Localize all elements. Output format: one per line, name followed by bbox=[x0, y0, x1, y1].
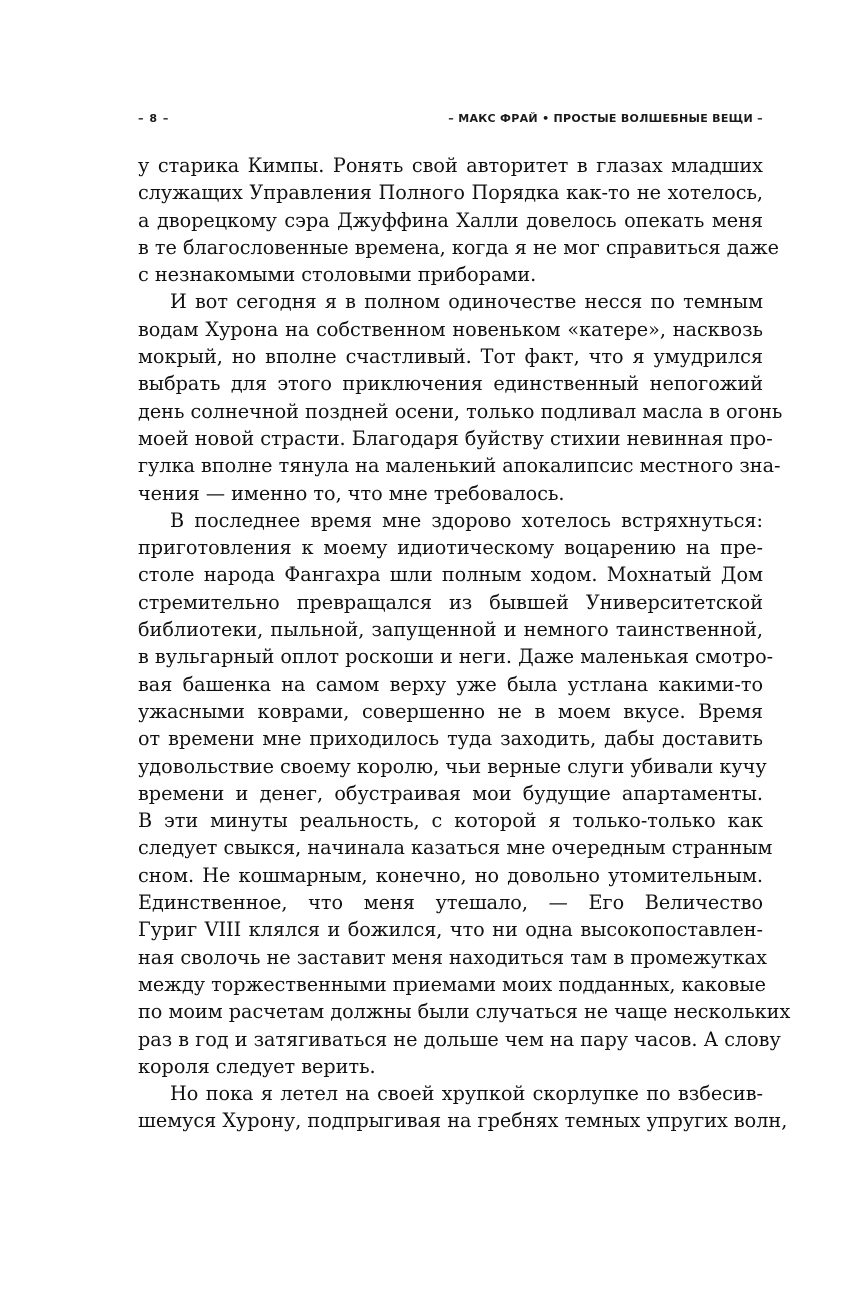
text-line: раз в год и затягиваться не дольше чем на пару часов. А слову bbox=[138, 1027, 781, 1051]
text-line: гулка вполне тянула на маленький апокалипсис местного зна- bbox=[138, 454, 781, 478]
text-line: следует свыкся, начинала казаться мне очередным странным bbox=[138, 836, 773, 860]
text-line: ная сволочь не заставит меня находиться там в промежутках bbox=[138, 945, 767, 969]
text-line: день солнечной поздней осени, только подливал масла в огонь bbox=[138, 399, 783, 423]
text-line: сном. Не кошмарным, конечно, но довольно утомительным. bbox=[138, 863, 763, 887]
text-line: стремительно превращался из бывшей Университетской bbox=[138, 590, 763, 614]
text-line: между торжественными приемами моих подданных, каковые bbox=[138, 972, 767, 996]
text-line: чения — именно то, что мне требовалось. bbox=[138, 481, 565, 505]
text-line: короля следует верить. bbox=[138, 1054, 376, 1078]
text-line: времени и денег, обустраивая мои будущие апартаменты. bbox=[138, 781, 763, 805]
text-line: И вот сегодня я в полном одиночестве несся по темным bbox=[170, 290, 763, 314]
text-line: Единственное, что меня утешало, — Его Величество bbox=[138, 891, 763, 915]
paragraph bbox=[138, 152, 779, 288]
text-line: столе народа Фангахра шли полным ходом. Мохнатый Дом bbox=[138, 563, 763, 587]
text-line: В эти минуты реальность, с которой я только-только как bbox=[138, 809, 763, 833]
paragraph bbox=[138, 288, 783, 506]
body-text bbox=[138, 152, 791, 1135]
text-line: у старика Кимпы. Ронять свой авторитет в глазах младших bbox=[138, 154, 763, 177]
text-line: В последнее время мне здорово хотелось встряхнуться: bbox=[170, 508, 763, 532]
text-line: с незнакомыми столовыми приборами. bbox=[138, 263, 537, 287]
text-line: моей новой страсти. Благодаря буйству стихии невинная про- bbox=[138, 426, 773, 450]
text-line: приготовления к моему идиотическому воцарению на пре- bbox=[138, 536, 763, 560]
text-line: в те благословенные времена, когда я не мог справиться даже bbox=[138, 235, 779, 259]
text-line: шемуся Хурону, подпрыгивая на гребнях темных упругих волн, bbox=[138, 1109, 788, 1133]
running-head bbox=[138, 112, 763, 130]
text-line: Гуриг VIII клялся и божился, что ни одна высокопоставлен- bbox=[138, 918, 763, 942]
text-line: вая башенка на самом верху уже была устлана какими-то bbox=[138, 672, 763, 696]
text-line: ужасными коврами, совершенно не в моем вкусе. Время bbox=[138, 699, 763, 723]
text-line: Но пока я летел на своей хрупкой скорлупке по взбесив- bbox=[170, 1082, 763, 1106]
text-line: в вульгарный оплот роскоши и неги. Даже маленькая смотро- bbox=[138, 645, 774, 669]
text-line: библиотеки, пыльной, запущенной и немного таинственной, bbox=[138, 618, 763, 642]
text-line: по моим расчетам должны были случаться не чаще нескольких bbox=[138, 1000, 791, 1024]
text-line: мокрый, но вполне счастливый. Тот факт, что я умудрился bbox=[138, 345, 763, 369]
text-line: служащих Управления Полного Порядка как-то не хотелось, bbox=[138, 181, 763, 205]
paragraph bbox=[138, 1080, 788, 1135]
paragraph bbox=[138, 507, 791, 1080]
text-line: водам Хурона на собственном новеньком «катере», насквозь bbox=[138, 317, 763, 341]
text-line: удовольствие своему королю, чьи верные слуги убивали кучу bbox=[138, 754, 767, 778]
page-number: – 8 – bbox=[138, 112, 170, 125]
running-title: – МАКС ФРАЙ • ПРОСТЫЕ ВОЛШЕБНЫЕ ВЕЩИ – bbox=[448, 112, 763, 125]
text-line: выбрать для этого приключения единственный непогожий bbox=[138, 372, 763, 396]
text-line: от времени мне приходилось туда заходить, дабы доставить bbox=[138, 727, 763, 751]
text-line: а дворецкому сэра Джуффина Халли довелось опекать меня bbox=[138, 208, 763, 232]
